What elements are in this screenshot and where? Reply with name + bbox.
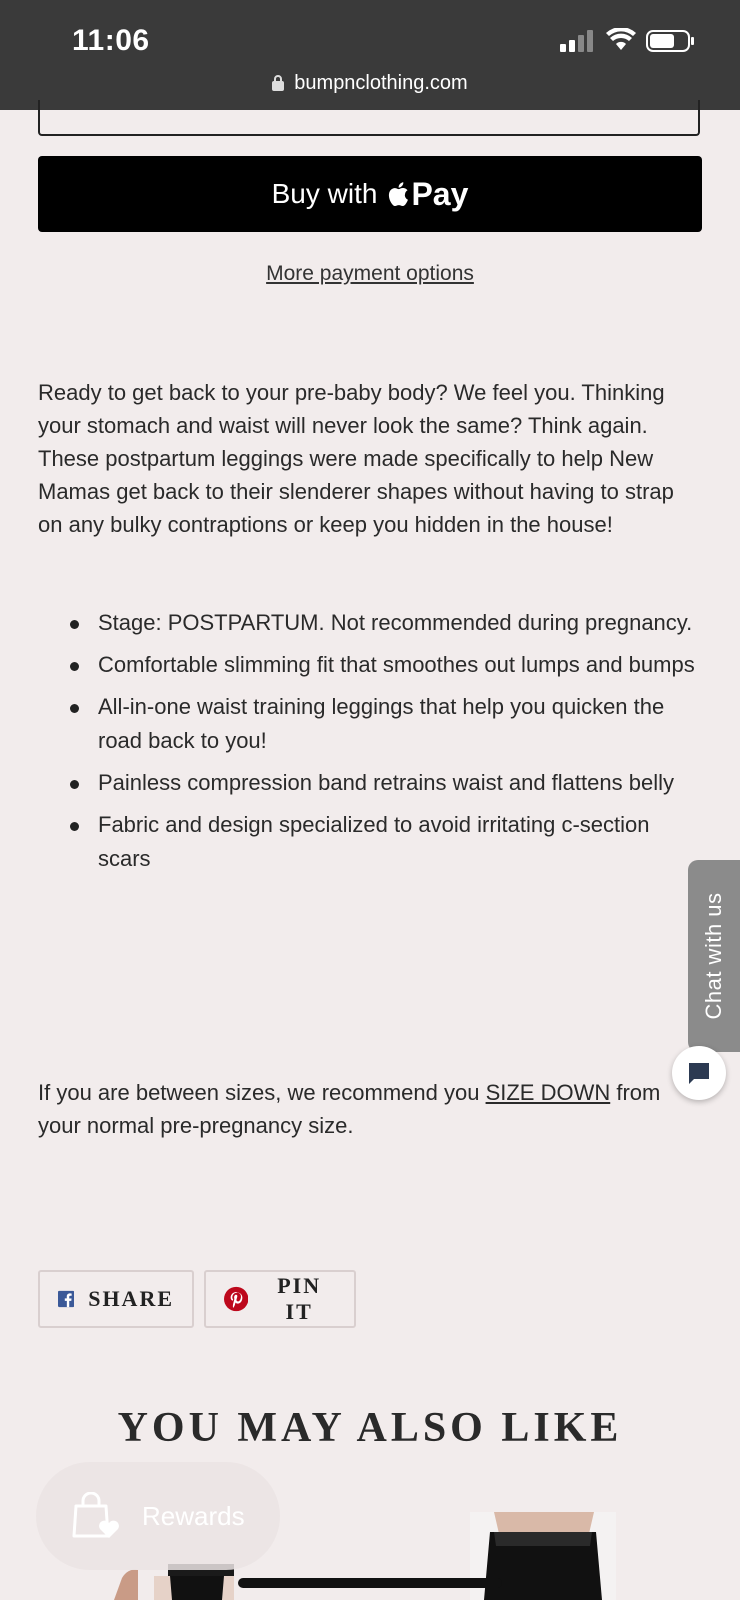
list-item: Fabric and design specialized to avoid irritating c-section scars (38, 808, 702, 876)
quantity-box[interactable] (38, 100, 700, 136)
product-description: Ready to get back to your pre-baby body? We feel you. Thinking your stomach and waist will never look the same? Think again. These postpartum leggings were made specifically to help New Mamas get back to their slenderer shapes without having to strap on any bulky contraptions or keep you hidden in the house! (38, 380, 674, 537)
feature-list (38, 606, 702, 884)
status-time: 11:06 (72, 24, 150, 57)
recommendations-heading: YOU MAY ALSO LIKE (117, 1405, 623, 1451)
more-payment-options-link[interactable]: More payment options (266, 262, 474, 285)
home-indicator[interactable] (238, 1578, 502, 1588)
bullet-icon (70, 662, 79, 671)
battery-icon (646, 30, 694, 52)
size-recommendation: If you are between sizes, we recommend you SIZE DOWN from your normal pre-pregnancy size. (38, 1080, 661, 1138)
cellular-signal-icon (560, 30, 596, 52)
chat-with-us-tab[interactable] (688, 860, 740, 1052)
shopping-bag-heart-icon (70, 1492, 120, 1540)
wifi-icon (606, 28, 636, 52)
share-label: SHARE (88, 1286, 174, 1311)
pay-label: Pay (411, 175, 469, 212)
chat-icon (686, 1060, 712, 1086)
apple-pay-button[interactable] (38, 156, 702, 232)
bullet-icon (70, 620, 79, 629)
lock-icon (272, 75, 284, 91)
address-bar[interactable] (0, 72, 740, 95)
bullet-icon (70, 822, 79, 831)
list-item: Comfortable slimming fit that smoothes out lumps and bumps (38, 648, 702, 682)
status-bar (0, 0, 740, 110)
rewards-button[interactable] (36, 1462, 280, 1570)
pinterest-icon (224, 1286, 248, 1312)
pinterest-pin-button[interactable] (204, 1270, 356, 1328)
chat-launcher-button[interactable] (672, 1046, 726, 1100)
url-text: bumpnclothing.com (294, 72, 468, 94)
buy-with-label: Buy with (271, 178, 378, 209)
pin-label: PIN IT (277, 1273, 322, 1324)
bullet-icon (70, 704, 79, 713)
chat-tab-label: Chat with us (701, 892, 726, 1020)
rewards-label: Rewards (142, 1500, 245, 1531)
facebook-share-button[interactable] (38, 1270, 194, 1328)
list-item: Painless compression band retrains waist and flattens belly (38, 766, 702, 800)
list-item: Stage: POSTPARTUM. Not recommended during pregnancy. (38, 606, 702, 640)
list-item: All-in-one waist training leggings that help you quicken the road back to you! (38, 690, 702, 758)
bullet-icon (70, 780, 79, 789)
apple-logo-icon (387, 181, 409, 207)
size-down-link[interactable]: SIZE DOWN (485, 1080, 611, 1105)
facebook-icon (58, 1286, 74, 1312)
